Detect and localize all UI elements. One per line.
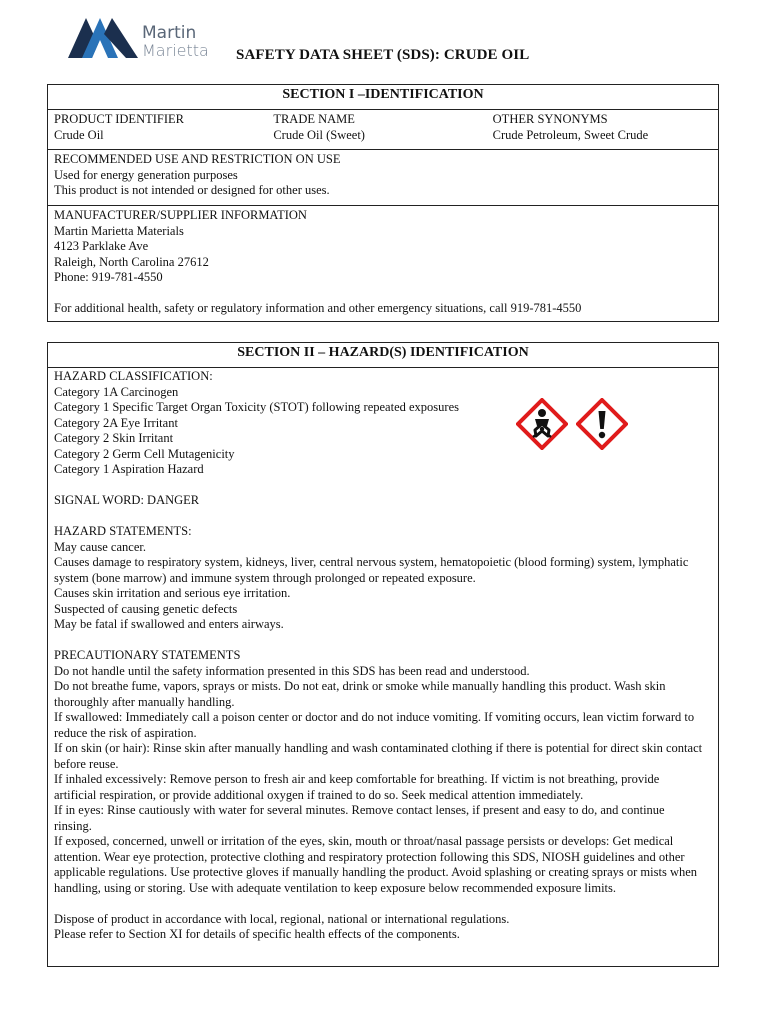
precautionary-line: If in eyes: Rinse cautiously with water for several minutes. Remove contact lenses, if present and easy to do, and continue <box>54 803 665 817</box>
other-synonyms-cell <box>493 112 712 147</box>
precautionary-line: Do not breathe fume, vapors, sprays or mists. Do not eat, drink or smoke while manually handling this product. Wash skin <box>54 679 666 693</box>
trade-name-cell <box>273 112 492 147</box>
identifier-row <box>48 110 718 150</box>
manufacturer-line: 4123 Parklake Ave <box>54 239 149 253</box>
trade-name-label: TRADE NAME <box>273 112 355 126</box>
precautionary-line: thoroughly after manually handling. <box>54 694 235 709</box>
logo-mark-icon <box>68 14 140 60</box>
precautionary-line: If exposed, concerned, unwell or irritation of the eyes, skin, mouth or throat/nasal passage persists or develops: Get medical <box>54 834 674 848</box>
other-synonyms-value: Crude Petroleum, Sweet Crude <box>492 127 649 142</box>
hazard-statement: May cause cancer. <box>54 539 146 554</box>
manufacturer-line: Raleigh, North Carolina 27612 <box>54 254 209 269</box>
hazard-classification-item: Category 2 Skin Irritant <box>54 431 174 445</box>
hazard-classification-item: Category 1 Aspiration Hazard <box>54 462 204 476</box>
hazard-classification-item: Category 1A Carcinogen <box>54 384 179 399</box>
product-identifier-label: PRODUCT IDENTIFIER <box>54 112 184 126</box>
hazard-statement: Causes skin irritation and serious eye irritation. <box>54 586 291 600</box>
signal-word: SIGNAL WORD: DANGER <box>54 493 200 507</box>
precautionary-line: applicable regulations. Use protective gloves if manually handling the product. Avoid splashing or creating sprays or mists when <box>54 865 698 879</box>
section-identification <box>47 84 719 322</box>
disposal-line: Please refer to Section XI for details of specific health effects of the components. <box>54 927 460 941</box>
product-identifier-value: Crude Oil <box>54 127 104 142</box>
recommended-use-line: This product is not intended or designed for other uses. <box>54 183 330 197</box>
hazard-classification-label: HAZARD CLASSIFICATION: <box>54 369 213 383</box>
logo-wordmark <box>142 24 209 60</box>
precautionary-statements-label: PRECAUTIONARY STATEMENTS <box>54 648 241 662</box>
recommended-use-label: RECOMMENDED USE AND RESTRICTION ON USE <box>54 152 341 166</box>
hazard-body <box>48 368 718 944</box>
manufacturer-label: MANUFACTURER/SUPPLIER INFORMATION <box>54 208 307 222</box>
section-2-heading: SECTION II – HAZARD(S) IDENTIFICATION <box>48 343 718 368</box>
precautionary-line: rinsing. <box>54 818 92 833</box>
hazard-classification-item: Category 1 Specific Target Organ Toxicity (STOT) following repeated exposures <box>54 400 459 414</box>
recommended-use-row <box>48 150 718 206</box>
precautionary-line: If on skin (or hair): Rinse skin after manually handling and wash contaminated clothing if there is potential for direct skin contact <box>54 741 703 755</box>
precautionary-line: If inhaled excessively: Remove person to fresh air and keep comfortable for breathing. If victim is not breathing, provide <box>54 772 660 786</box>
logo-line-2: Marietta <box>142 41 209 60</box>
hazard-classification-item: Category 2 Germ Cell Mutagenicity <box>54 446 235 461</box>
manufacturer-row <box>48 206 718 319</box>
document-title: SAFETY DATA SHEET (SDS): CRUDE OIL <box>236 47 530 63</box>
other-synonyms-label: OTHER SYNONYMS <box>492 112 608 126</box>
hazard-statement: system (bone marrow) and immune system through prolonged or repeated exposure. <box>54 570 476 585</box>
precautionary-line: handling, using or storing. Use with adequate ventilation to keep exposure below recommended exposure limits. <box>54 880 617 895</box>
section-1-heading: SECTION I –IDENTIFICATION <box>48 85 718 110</box>
precautionary-line: If swallowed: Immediately call a poison center or doctor and do not induce vomiting. If vomiting occurs, lean victim forward to <box>54 710 695 724</box>
precautionary-line: before reuse. <box>54 756 119 771</box>
logo-line-1: Martin <box>142 23 197 43</box>
hazard-statement: May be fatal if swallowed and enters airways. <box>54 617 284 631</box>
hazard-statement: Suspected of causing genetic defects <box>54 601 238 616</box>
exclamation-mark-icon <box>576 398 628 450</box>
product-identifier-cell <box>54 112 273 147</box>
manufacturer-phone: Phone: 919-781-4550 <box>54 270 163 284</box>
disposal-line: Dispose of product in accordance with local, regional, national or international regulations. <box>54 911 510 926</box>
hazard-classification-item: Category 2A Eye Irritant <box>54 415 178 430</box>
trade-name-value: Crude Oil (Sweet) <box>273 127 365 142</box>
emergency-note: For additional health, safety or regulatory information and other emergency situations, call 919-781-4550 <box>54 301 582 315</box>
precautionary-line: reduce the risk of aspiration. <box>54 725 197 740</box>
precautionary-line: Do not handle until the safety information presented in this SDS has been read and understood. <box>54 663 530 678</box>
recommended-use-line: Used for energy generation purposes <box>54 167 238 182</box>
martin-marietta-logo <box>68 14 218 66</box>
precautionary-line: artificial respiration, or provide additional oxygen if trained to do so. Seek medical attention immediately. <box>54 787 584 802</box>
hazard-statements-label: HAZARD STATEMENTS: <box>54 524 192 538</box>
section-hazard-identification <box>47 342 719 967</box>
health-hazard-icon <box>516 398 568 450</box>
manufacturer-line: Martin Marietta Materials <box>54 223 184 238</box>
precautionary-line: attention. Wear eye protection, protective clothing and respiratory protection following this SDS, NIOSH guidelines and other <box>54 849 685 864</box>
ghs-pictograms <box>516 398 628 452</box>
hazard-statement: Causes damage to respiratory system, kidneys, liver, central nervous system, hematopoietic (blood forming) system, lymphatic <box>54 555 689 569</box>
